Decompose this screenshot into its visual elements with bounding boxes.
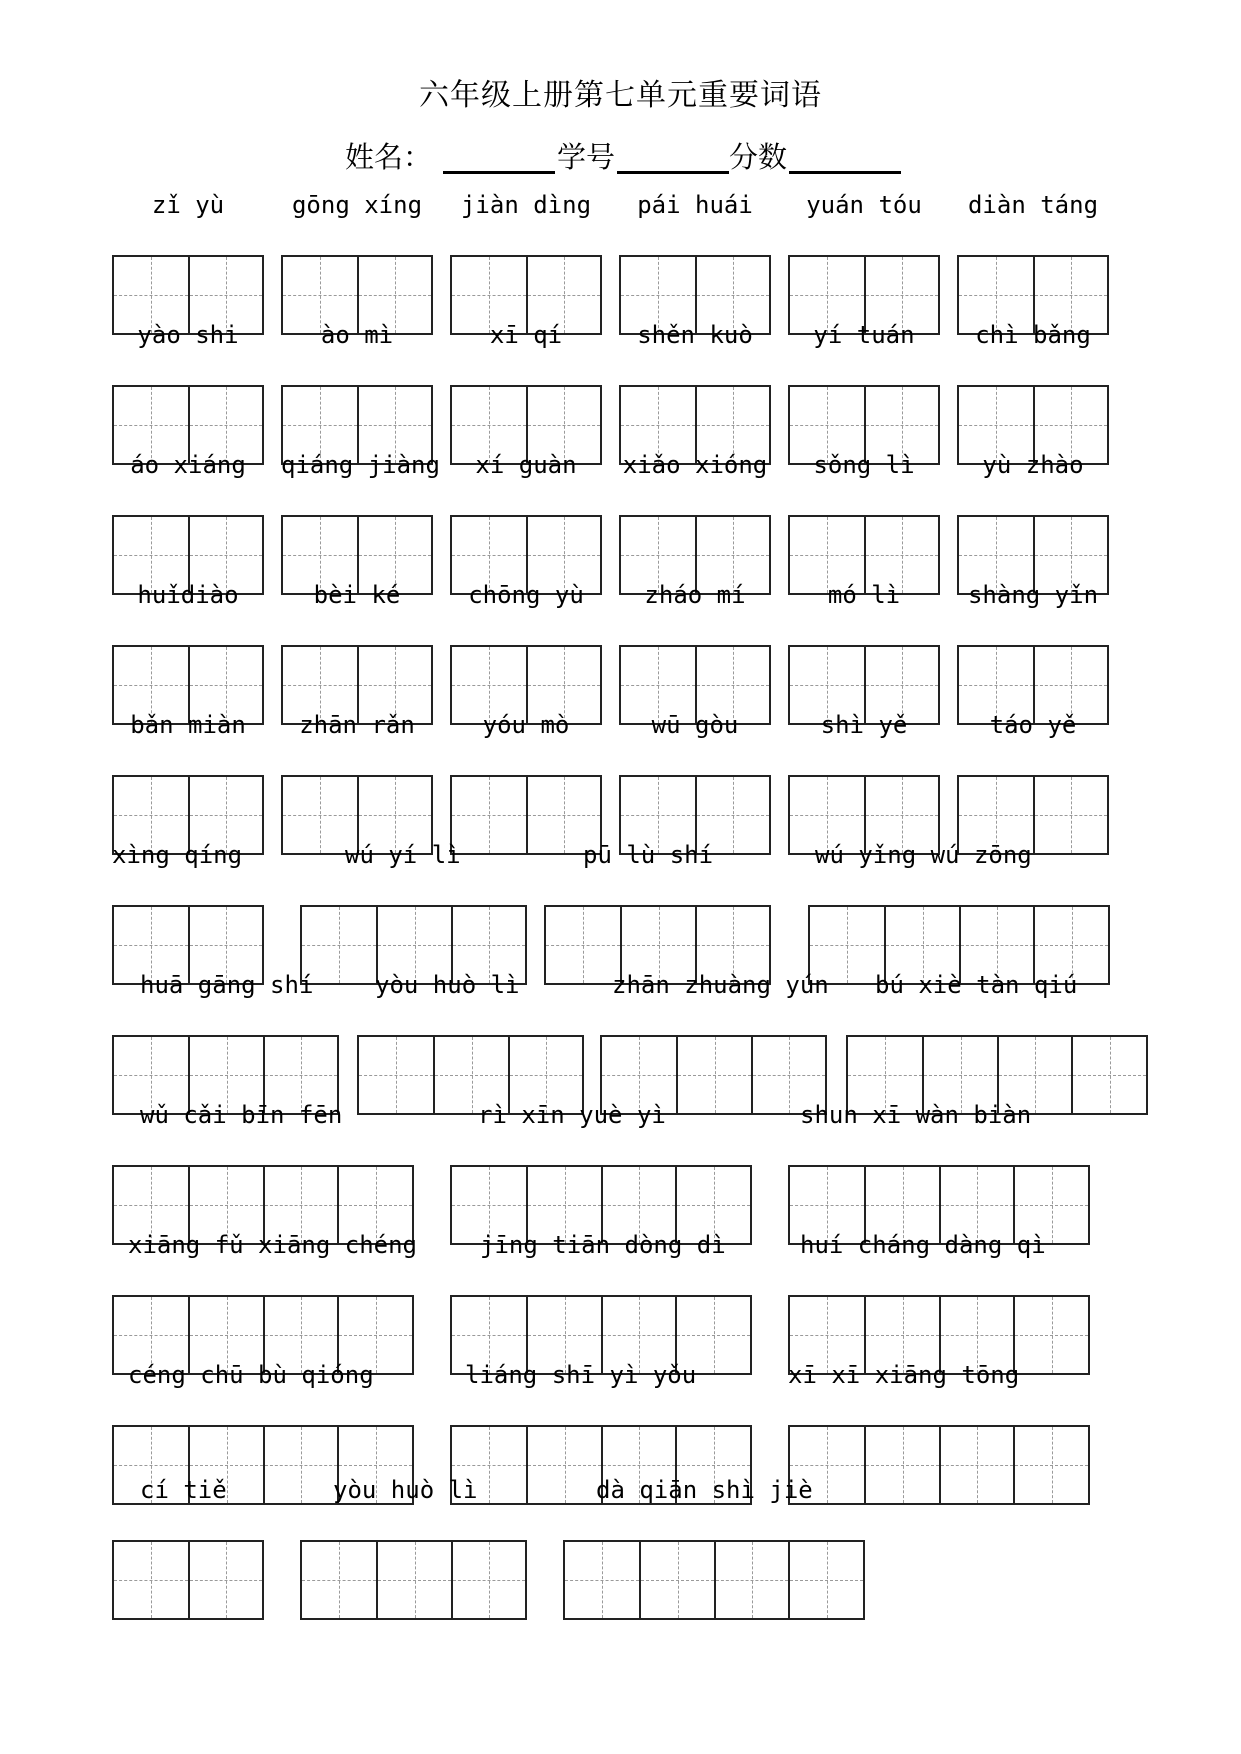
student-id-blank[interactable]	[617, 171, 729, 174]
character-box[interactable]	[676, 1037, 750, 1113]
character-box[interactable]	[302, 1542, 376, 1618]
pinyin-label: chōng yù	[468, 581, 584, 609]
character-box[interactable]	[546, 907, 620, 983]
student-info-header	[345, 135, 905, 179]
score-blank[interactable]	[789, 171, 901, 174]
pinyin-label: qiáng jiàng	[281, 451, 440, 479]
pinyin-label: jīng tiān dòng dì	[480, 1231, 726, 1259]
pinyin-label: áo xiáng	[130, 451, 246, 479]
pinyin-label: bèi ké	[313, 581, 401, 609]
character-box[interactable]	[1033, 777, 1107, 853]
character-box[interactable]	[714, 1542, 789, 1618]
pinyin-label: zháo mí	[644, 581, 746, 609]
character-box[interactable]	[788, 1542, 863, 1618]
character-box[interactable]	[526, 1427, 601, 1503]
pinyin-label: sǒng lì	[813, 451, 915, 479]
pinyin-label: ào mì	[320, 321, 394, 349]
pinyin-label: gōng xíng	[291, 191, 423, 219]
character-box[interactable]	[565, 1542, 639, 1618]
pinyin-label: jiàn dìng	[460, 191, 592, 219]
writing-grid[interactable]	[112, 1540, 264, 1620]
pinyin-label: zhān zhuàng yún	[612, 971, 829, 999]
score-label: 分数	[729, 140, 788, 174]
pinyin-label: zǐ yù	[151, 191, 225, 219]
pinyin-label: huǐdiào	[137, 581, 239, 609]
character-box[interactable]	[639, 1542, 714, 1618]
pinyin-label: yuán tóu	[806, 191, 922, 219]
character-box[interactable]	[864, 1427, 939, 1503]
pinyin-label: shàng yǐn	[967, 581, 1099, 609]
pinyin-label: dà qiān shì jiè	[596, 1476, 813, 1504]
pinyin-label: xiǎo xióng	[622, 451, 768, 479]
pinyin-label: xī xī xiāng tōng	[788, 1361, 1020, 1389]
pinyin-label: yòu huò lì	[375, 971, 520, 999]
pinyin-label: xī qí	[489, 321, 563, 349]
character-box[interactable]	[188, 1542, 262, 1618]
pinyin-label: xiāng fǔ xiāng chéng	[128, 1231, 417, 1259]
pinyin-label: yí tuán	[813, 321, 915, 349]
character-box[interactable]	[1071, 1037, 1146, 1113]
pinyin-label: shun xī wàn biàn	[800, 1101, 1032, 1129]
pinyin-label: zhān rǎn	[299, 711, 415, 739]
writing-grid[interactable]	[450, 775, 602, 855]
student-id-label: 学号	[557, 140, 616, 174]
pinyin-label: bǎn miàn	[130, 711, 246, 739]
pinyin-label: huí cháng dàng qì	[800, 1231, 1046, 1259]
pinyin-label: pū lù shí	[583, 841, 714, 869]
name-blank[interactable]	[443, 171, 555, 174]
pinyin-label: shì yě	[820, 711, 908, 739]
pinyin-label: wú yǐng wú zōng	[815, 841, 1032, 869]
character-box[interactable]	[939, 1427, 1014, 1503]
pinyin-label: wǔ cǎi bīn fēn	[140, 1101, 343, 1129]
character-box[interactable]	[376, 1542, 450, 1618]
pinyin-label: céng chū bù qióng	[128, 1361, 374, 1389]
character-box[interactable]	[1013, 1297, 1088, 1373]
character-box[interactable]	[1013, 1427, 1088, 1503]
writing-grid[interactable]	[300, 1540, 527, 1620]
pinyin-label: chì bǎng	[975, 321, 1091, 349]
character-box[interactable]	[114, 1542, 188, 1618]
name-label: 姓名：	[345, 140, 433, 174]
page-title: 六年级上册第七单元重要词语	[419, 78, 822, 113]
pinyin-label: yù zhào	[982, 451, 1084, 479]
pinyin-label: xí guàn	[475, 451, 577, 479]
pinyin-label: xìng qíng	[112, 841, 243, 869]
pinyin-label: yòu huò lì	[333, 1476, 478, 1504]
pinyin-label: diàn táng	[967, 191, 1099, 219]
pinyin-label: bú xiè tàn qiú	[875, 971, 1078, 999]
character-box[interactable]	[263, 1427, 338, 1503]
pinyin-label: mó lì	[827, 581, 901, 609]
pinyin-label: táo yě	[989, 711, 1077, 739]
writing-grid[interactable]	[563, 1540, 865, 1620]
writing-grid[interactable]	[788, 1425, 1090, 1505]
pinyin-label: yào shi	[137, 321, 239, 349]
pinyin-label: shěn kuò	[637, 321, 753, 349]
pinyin-label: yóu mò	[482, 711, 570, 739]
pinyin-label: liáng shī yì yǒu	[465, 1361, 697, 1389]
character-box[interactable]	[451, 1542, 525, 1618]
pinyin-label: pái huái	[637, 191, 753, 219]
character-box[interactable]	[359, 1037, 433, 1113]
pinyin-label: rì xīn yuè yì	[478, 1101, 666, 1129]
pinyin-label: huā gāng shí	[140, 971, 314, 999]
pinyin-label: wū gòu	[651, 711, 739, 739]
character-box[interactable]	[452, 777, 526, 853]
pinyin-label: wú yí lì	[345, 841, 461, 869]
pinyin-label: cí tiě	[140, 1476, 227, 1504]
